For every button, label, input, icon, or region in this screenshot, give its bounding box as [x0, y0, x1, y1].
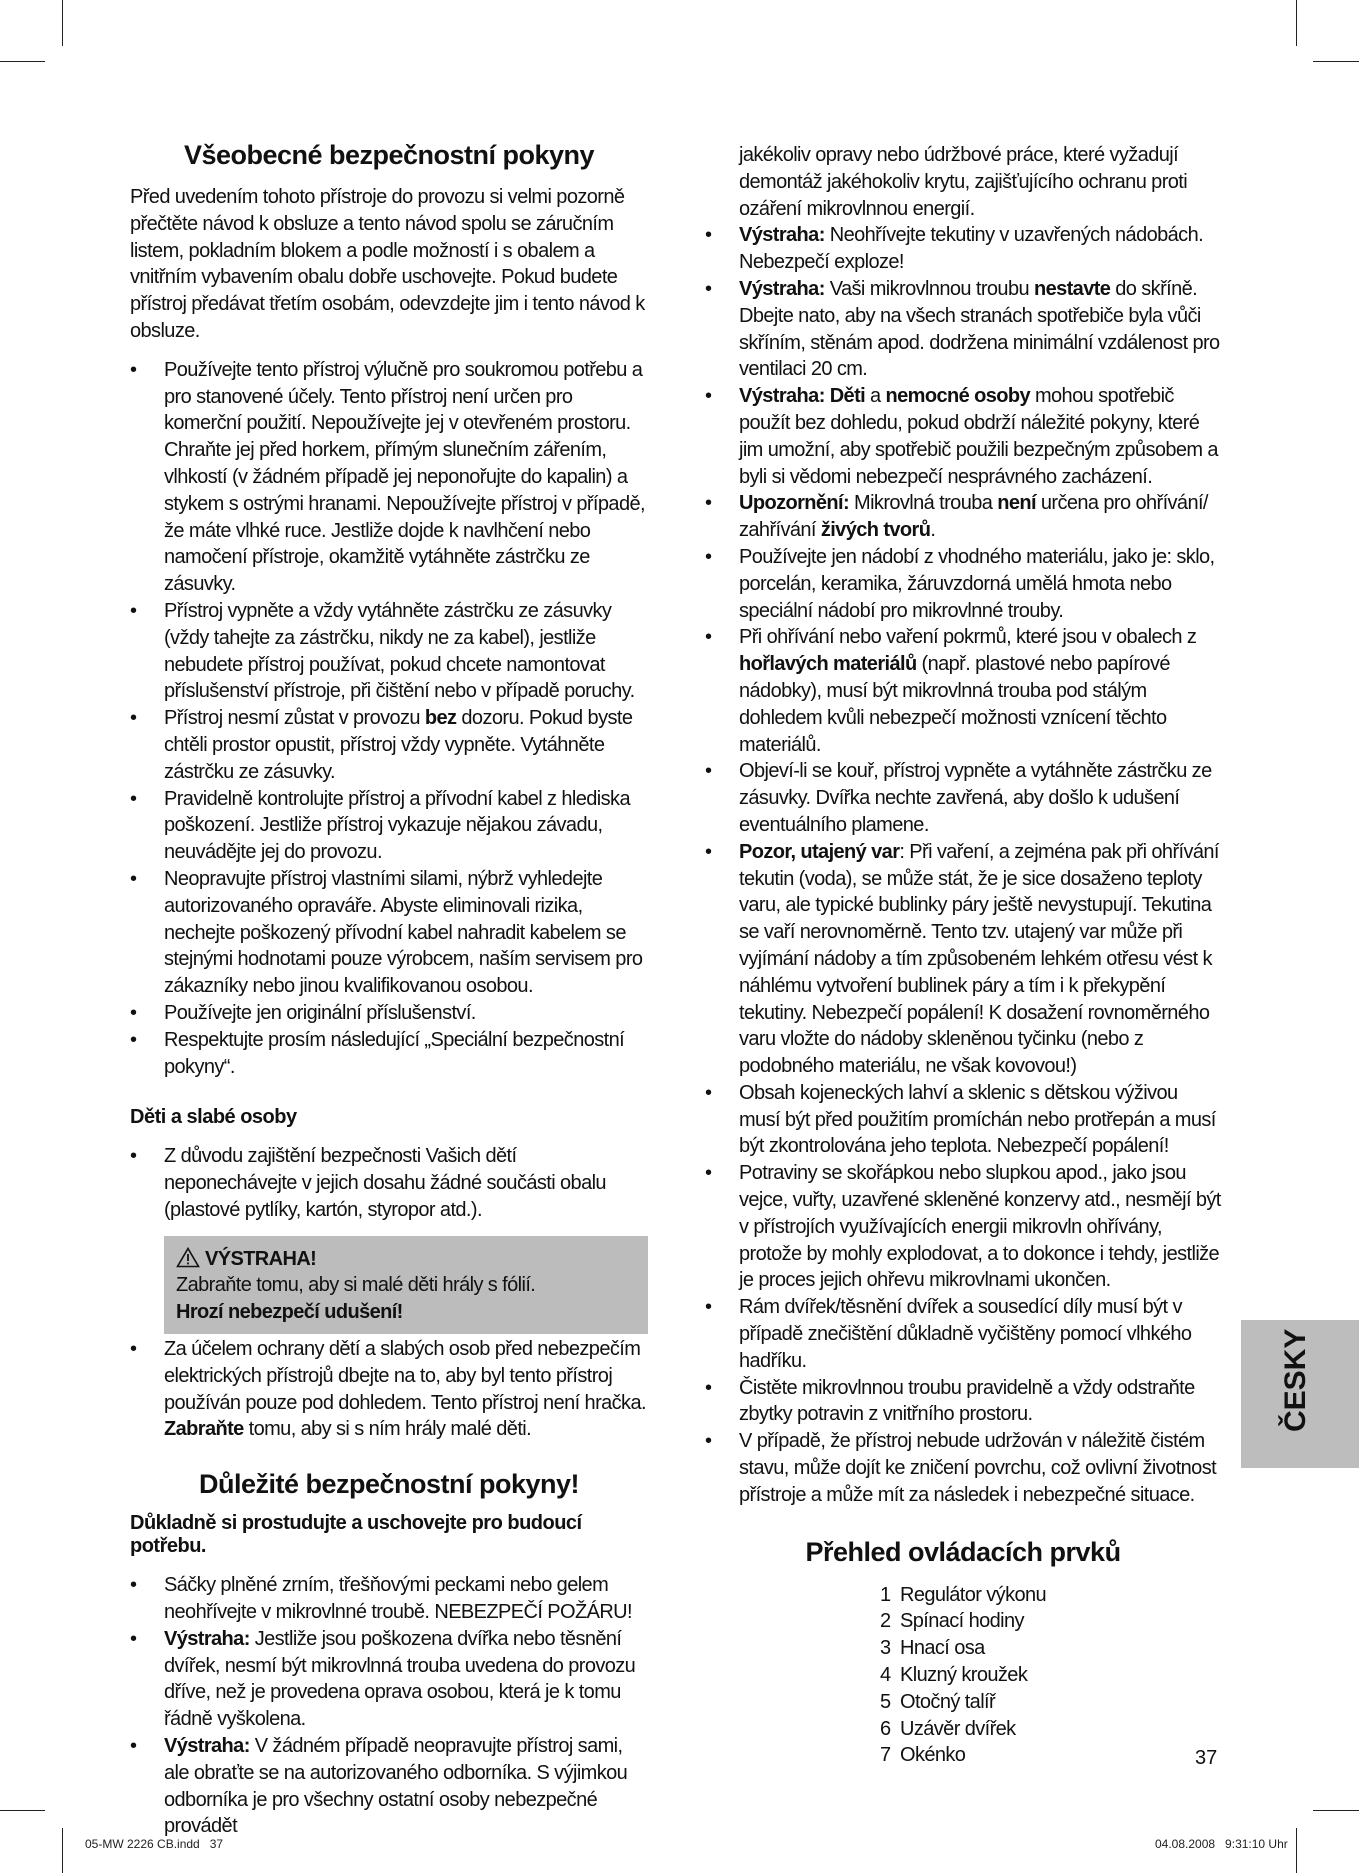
- list-item: • Výstraha: V žádném případě neopravujte přístroj sami, ale obraťte se na autorizovaného odborníka. S výjimkou odborníka je pro všechny ostatní osoby nebezpečné provádět: [130, 1733, 648, 1840]
- page-number: 37: [1195, 1747, 1218, 1769]
- control-item: [880, 1635, 1221, 1662]
- control-item: [880, 1582, 1221, 1609]
- controls-list: [880, 1582, 1221, 1770]
- control-label: Hnací osa: [900, 1637, 985, 1660]
- list-item: • Rám dvířek/těsnění dvířek a sousedící díly musí být v případě znečištění důkladně vyčištěny pomocí vlhkého hadříku.: [705, 1294, 1221, 1374]
- warning-title: VÝSTRAHA!: [176, 1246, 640, 1273]
- control-label: Spínací hodiny: [900, 1610, 1024, 1633]
- control-label: Kluzný kroužek: [900, 1664, 1028, 1687]
- general-bullet-list: [130, 357, 648, 1081]
- list-item: • Přístroj vypněte a vždy vytáhněte zástrčku ze zásuvky (vždy tahejte za zástrčku, nikdy ne za kabel), jestliže nebudete přístroj používat, pokud chcete namontovat příslušenství přístroje, při čištění nebo v případě poruchy.: [130, 598, 648, 705]
- control-number: 7: [880, 1744, 891, 1767]
- section-title-controls: Přehled ovládacích prvků: [805, 1536, 1121, 1567]
- list-item: • Používejte tento přístroj výlučně pro soukromou potřebu a pro stanovené účely. Tento přístroj není určen pro komerční použití. Nepoužívejte jej v otevřeném prostoru. Chraňte jej před horkem, přímým slunečním zářením, vlhkostí (v žádném případě jej neponořujte do kapalin) a stykem s ostrými hranami. Nepoužívejte přístroj v případě, že máte vlhké ruce. Jestliže dojde k navlhčení nebo namočení přístroje, okamžitě vytáhněte zástrčku ze zásuvky.: [130, 357, 648, 598]
- list-item: • Pozor, utajený var: Při vaření, a zejména pak při ohřívání tekutin (voda), se může stát, že je sice dosaženo teploty varu, ale typické bublinky páry ještě nevystupují. Tekutina se vaří nerovnoměrně. Tento tzv. utajený var může při vyjímání nádoby a tím způsobeném lehkém otřesu vést k náhlému vytvoření bublinek páry a tím i k překypění tekutiny. Nebezpečí popálení! K dosažení rovnoměrného varu vložte do nádoby skleněnou tyčinku (nebo z podobného materiálu, ne však kovovou!): [705, 839, 1221, 1080]
- left-column: [130, 140, 648, 1840]
- list-item: • Výstraha: Děti a nemocné osoby mohou spotřebič použít bez dohledu, pokud obdrží náležité pokyny, které jim umožní, aby spotřebič použili bezpečným způsobem a byli si vědomi nebezpečí nesprávného zacházení.: [705, 383, 1221, 490]
- footer-timestamp: 04.08.2008 9:31:10 Uhr: [1155, 1837, 1288, 1851]
- crop-mark: [0, 61, 45, 62]
- children-bullet-list-2: [130, 1336, 648, 1443]
- warning-danger: Hrozí nebezpečí udušení!: [176, 1301, 403, 1324]
- list-item: • Při ohřívání nebo vaření pokrmů, které jsou v obalech z hořlavých materiálů (např. plastové nebo papírové nádobky), musí být mikrovlnná trouba pod stálým dohledem kvůli nebezpečí možnosti vznícení těchto materiálů.: [705, 624, 1221, 758]
- control-number: 6: [880, 1717, 891, 1740]
- section-title-important: Důležité bezpečnostní pokyny!: [198, 1469, 580, 1500]
- list-item: • Výstraha: Neohřívejte tekutiny v uzavřených nádobách. Nebezpečí exploze!: [705, 222, 1221, 276]
- control-item: [880, 1716, 1221, 1743]
- crop-mark: [1296, 0, 1297, 46]
- list-item: • Přístroj nesmí zůstat v provozu bez dozoru. Pokud byste chtěli prostor opustit, přístroj vždy vypněte. Vytáhněte zástrčku ze zásuvky.: [130, 705, 648, 785]
- list-item: • Potraviny se skořápkou nebo slupkou apod., jako jsou vejce, vuřty, uzavřené skleněné konzervy atd., nesmějí být v přístrojích využívajících energii mikrovln ohřívány, protože by mohly explodovat, a to dokonce i tehdy, jestliže je proces jejich ohřevu mikrovlnami ukončen.: [705, 1160, 1221, 1294]
- intro-paragraph: Před uvedením tohoto přístroje do provozu si velmi pozorně přečtěte návod k obsluze a tento návod spolu se záručním listem, pokladním blokem a podle možností i s obalem a vnitřním vybavením obalu dobře uschovejte. Pokud budete přístroj předávat třetím osobám, odevzdejte jim i tento návod k obsluze.: [130, 186, 645, 342]
- control-item: [880, 1689, 1221, 1716]
- list-item: • Za účelem ochrany dětí a slabých osob před nebezpečím elektrických přístrojů dbejte na to, aby byl tento přístroj používán pouze pod dohledem. Tento přístroj není hračka. Zabraňte tomu, aby si s ním hrály malé děti.: [130, 1336, 648, 1443]
- crop-mark: [62, 0, 63, 46]
- special-bullet-list: [705, 222, 1221, 1508]
- control-number: 5: [880, 1690, 891, 1713]
- control-item: [880, 1608, 1221, 1635]
- warning-triangle-icon: [176, 1247, 200, 1268]
- list-item: • Sáčky plněné zrním, třešňovými peckami nebo gelem neohřívejte v mikrovlnné troubě. NEBEZPEČÍ POŽÁRU!: [130, 1572, 648, 1626]
- crop-mark: [62, 1828, 63, 1873]
- list-item: • Výstraha: Vaši mikrovlnnou troubu nestavte do skříně. Dbejte nato, aby na všech stranách spotřebiče byla vůči skříním, stěnám apod. dodržena minimální vzdálenost pro ventilaci 20 cm.: [705, 276, 1221, 383]
- list-item: • Používejte jen originální příslušenství.: [130, 1000, 648, 1027]
- list-item: • Upozornění: Mikrovlná trouba není určena pro ohřívání/ zahřívání živých tvorů.: [705, 490, 1221, 544]
- language-tab-label: ČESKY: [1279, 1328, 1312, 1432]
- control-label: Okénko: [900, 1744, 966, 1767]
- list-item: • Výstraha: Jestliže jsou poškozena dvířka nebo těsnění dvířek, nesmí být mikrovlnná trouba uvedena do provozu dříve, než je provedena oprava osobou, která je k tomu řádně vyškolena.: [130, 1626, 648, 1733]
- list-item: • Obsah kojeneckých lahví a sklenic s dětskou výživou musí být před použitím promíchán nebo protřepán a musí být zkontrolována jeho teplota. Nebezpečí popálení!: [705, 1080, 1221, 1160]
- language-tab: [1241, 1320, 1359, 1468]
- continuation-paragraph: jakékoliv opravy nebo údržbové práce, které vyžadují demontáž jakéhokoliv krytu, zajišťujícího ochranu proti ozáření mikrovlnnou energií.: [739, 144, 1188, 220]
- important-bullet-list: [130, 1572, 648, 1840]
- control-label: Otočný talíř: [900, 1690, 996, 1713]
- warning-box: [164, 1236, 648, 1334]
- section-title-general: Všeobecné bezpečnostní pokyny: [183, 140, 595, 170]
- crop-mark: [0, 1810, 45, 1811]
- list-item: • Objeví-li se kouř, přístroj vypněte a vytáhněte zástrčku ze zásuvky. Dvířka nechte zavřená, aby došlo k udušení eventuálního plamene.: [705, 758, 1221, 838]
- list-item: • Používejte jen nádobí z vhodného materiálu, jako je: sklo, porcelán, keramika, žáruvzdorná umělá hmota nebo speciální nádobí pro mikrovlnné trouby.: [705, 544, 1221, 624]
- control-label: Regulátor výkonu: [900, 1583, 1047, 1606]
- children-heading: Děti a slabé osoby: [130, 1106, 297, 1129]
- crop-mark: [1313, 1810, 1359, 1811]
- control-label: Uzávěr dvířek: [900, 1717, 1016, 1740]
- control-number: 1: [880, 1583, 891, 1606]
- control-number: 4: [880, 1664, 891, 1687]
- list-item: • Neopravujte přístroj vlastními silami, nýbrž vyhledejte autorizovaného opraváře. Abyste eliminovali rizika, nechejte poškozený přívodní kabel nahradit kabelem se stejnými hodnotami pouze výrobcem, naším servisem pro zákazníky nebo jinou kvalifikovanou osobou.: [130, 866, 648, 1000]
- children-bullet-list: [130, 1143, 648, 1223]
- crop-mark: [1313, 61, 1359, 62]
- list-item: • Pravidelně kontrolujte přístroj a přívodní kabel z hlediska poškození. Jestliže přístroj vykazuje nějakou závadu, neuvádějte jej do provozu.: [130, 786, 648, 866]
- control-number: 3: [880, 1637, 891, 1660]
- control-item: [880, 1742, 1221, 1769]
- crop-mark: [1296, 1828, 1297, 1873]
- list-item: • Z důvodu zajištění bezpečnosti Vašich dětí neponechávejte v jejich dosahu žádné součásti obalu (plastové pytlíky, kartón, styropor atd.).: [130, 1143, 648, 1223]
- warning-text: Zabraňte tomu, aby si malé děti hrály s fólií.: [176, 1274, 536, 1297]
- control-item: [880, 1662, 1221, 1689]
- list-item: • V případě, že přístroj nebude udržován v náležitě čistém stavu, může dojít ke zničení povrchu, což ovlivní životnost přístroje a může mít za následek i nebezpečné situace.: [705, 1428, 1221, 1508]
- list-item: • Respektujte prosím následující „Speciální bezpečnostní pokyny“.: [130, 1027, 648, 1081]
- footer-file-info: 05-MW 2226 CB.indd 37: [85, 1837, 224, 1851]
- list-item: • Čistěte mikrovlnnou troubu pravidelně a vždy odstraňte zbytky potravin z vnitřního prostoru.: [705, 1375, 1221, 1429]
- control-number: 2: [880, 1610, 891, 1633]
- right-column: [705, 142, 1221, 1769]
- important-subtitle: Důkladně si prostudujte a uschovejte pro budoucí potřebu.: [130, 1512, 582, 1558]
